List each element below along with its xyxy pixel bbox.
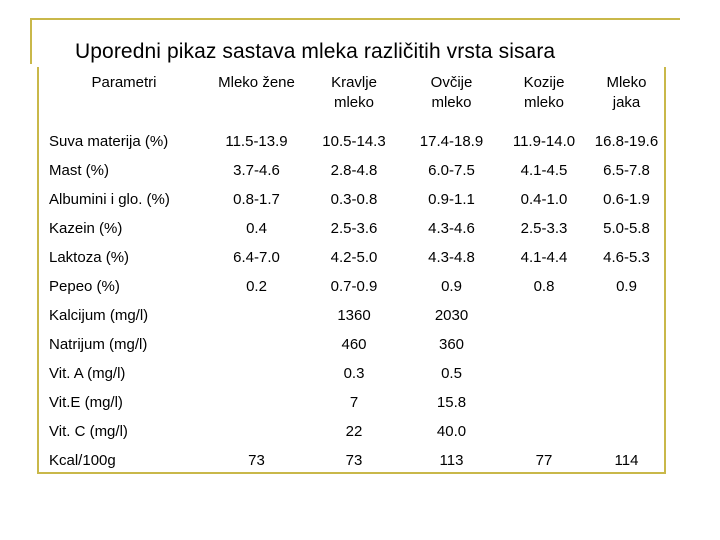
- table-cell: 0.3-0.8: [330, 191, 378, 208]
- header-ovcije-mleko: [404, 73, 499, 127]
- table-cell: [209, 330, 304, 359]
- table-cell: 73: [248, 452, 265, 469]
- table-cell: 0.8: [533, 278, 555, 295]
- table-row: [39, 243, 664, 272]
- slide-title: Uporedni pikaz sastava mleka različitih vrsta sisara: [75, 40, 556, 63]
- table-row: [39, 446, 664, 475]
- table-cell: 22: [345, 423, 363, 440]
- table-cell: 4.3-4.8: [428, 249, 475, 266]
- table-cell: 5.0-5.8: [603, 220, 650, 237]
- table-cell: [589, 330, 664, 359]
- header-kravlje-mleko: [304, 73, 404, 127]
- header-text-line: Mleko: [606, 74, 647, 91]
- header-text-line: Mleko žene: [218, 74, 295, 91]
- decorative-left-rule: [30, 18, 32, 64]
- header-text-line: Ovčije: [430, 74, 473, 91]
- row-parameter-label: Laktoza (%): [49, 249, 130, 266]
- table-cell: 0.3: [343, 365, 365, 382]
- table-cell: 77: [535, 452, 553, 469]
- table-row: [39, 417, 664, 446]
- table-cell: [209, 359, 304, 388]
- table-cell: 2.5-3.3: [520, 220, 568, 237]
- row-parameter-label: Vit.E (mg/l): [49, 394, 123, 411]
- table-row: [39, 388, 664, 417]
- table-cell: 0.7-0.9: [330, 278, 378, 295]
- row-parameter-label: Albumini i glo. (%): [49, 191, 170, 208]
- table-cell: 2.5-3.6: [330, 220, 378, 237]
- header-text-line: Kozije: [523, 74, 565, 91]
- table-cell: 2030: [434, 307, 469, 324]
- table-cell: 0.2: [246, 278, 267, 295]
- table-cell: 0.9: [441, 278, 462, 295]
- table-cell: [209, 388, 304, 417]
- table-cell: [499, 388, 589, 417]
- table-row: [39, 185, 664, 214]
- header-parametri: [39, 73, 209, 127]
- table-cell: [499, 330, 589, 359]
- table-cell: [209, 301, 304, 330]
- table-cell: 1360: [337, 307, 371, 324]
- table-cell: 460: [341, 336, 367, 353]
- table-cell: [589, 417, 664, 446]
- header-text-line: jaka: [612, 94, 641, 111]
- table-row: [39, 330, 664, 359]
- table-cell: 4.3-4.6: [428, 220, 475, 237]
- table-row: [39, 156, 664, 185]
- table-cell: 17.4-18.9: [419, 133, 484, 150]
- row-parameter-label: Vit. A (mg/l): [49, 365, 126, 382]
- table-cell: 2.8-4.8: [330, 162, 378, 179]
- table-cell: 0.4-1.0: [520, 191, 568, 208]
- milk-composition-table: [39, 73, 664, 475]
- table-cell: [209, 417, 304, 446]
- header-text-line: mleko: [431, 94, 472, 111]
- row-parameter-label: Kcal/100g: [49, 452, 116, 469]
- table-body: [39, 127, 664, 475]
- row-parameter-label: Mast (%): [49, 162, 109, 179]
- table-cell: 0.8-1.7: [233, 191, 280, 208]
- table-cell: 0.9: [616, 278, 637, 295]
- header-kozije-mleko: [499, 73, 589, 127]
- table-cell: 113: [439, 452, 464, 469]
- table-cell: 10.5-14.3: [322, 133, 386, 150]
- table-cell: 40.0: [436, 423, 467, 440]
- table-cell: 0.6-1.9: [603, 191, 650, 208]
- table-cell: [499, 359, 589, 388]
- table-cell: 0.4: [246, 220, 267, 237]
- table-cell: 73: [345, 452, 363, 469]
- table-row: [39, 301, 664, 330]
- table-row: [39, 272, 664, 301]
- table-cell: 4.1-4.4: [520, 249, 568, 266]
- header-mleko-zene: [209, 73, 304, 127]
- table-cell: [589, 388, 664, 417]
- table-cell: 360: [438, 336, 465, 353]
- table-cell: 0.5: [441, 365, 462, 382]
- table-cell: [499, 417, 589, 446]
- table-cell: 0.9-1.1: [428, 191, 475, 208]
- table-cell: [589, 359, 664, 388]
- table-cell: 114: [614, 452, 639, 469]
- table-cell: 4.1-4.5: [520, 162, 568, 179]
- table-header-row: [39, 73, 664, 127]
- row-parameter-label: Suva materija (%): [49, 133, 169, 150]
- decorative-top-rule: [30, 18, 680, 20]
- header-mleko-jaka: [589, 73, 664, 127]
- table-cell: 4.2-5.0: [330, 249, 378, 266]
- header-text-line: Kravlje: [331, 74, 377, 91]
- row-parameter-label: Pepeo (%): [49, 278, 120, 295]
- table-cell: [589, 301, 664, 330]
- table-row: [39, 359, 664, 388]
- row-parameter-label: Natrijum (mg/l): [49, 336, 148, 353]
- row-parameter-label: Kalcijum (mg/l): [49, 307, 149, 324]
- table-row: [39, 214, 664, 243]
- table-cell: [499, 301, 589, 330]
- table-cell: 6.0-7.5: [428, 162, 475, 179]
- row-parameter-label: Kazein (%): [49, 220, 123, 237]
- table-cell: 3.7-4.6: [233, 162, 280, 179]
- table-cell: 16.8-19.6: [594, 133, 659, 150]
- table-cell: 11.9-14.0: [512, 133, 576, 150]
- table-cell: 7: [349, 394, 359, 411]
- table-cell: 6.5-7.8: [603, 162, 650, 179]
- table-row: [39, 127, 664, 156]
- table-cell: 11.5-13.9: [225, 133, 288, 150]
- table-cell: 15.8: [436, 394, 467, 411]
- table-cell: 6.4-7.0: [233, 249, 280, 266]
- header-text-line: mleko: [523, 94, 564, 111]
- row-parameter-label: Vit. C (mg/l): [49, 423, 128, 440]
- header-text-line: mleko: [333, 94, 374, 111]
- table-frame-right-border: [664, 67, 666, 474]
- table-cell: 4.6-5.3: [603, 249, 650, 266]
- header-text-line: Parametri: [91, 74, 157, 91]
